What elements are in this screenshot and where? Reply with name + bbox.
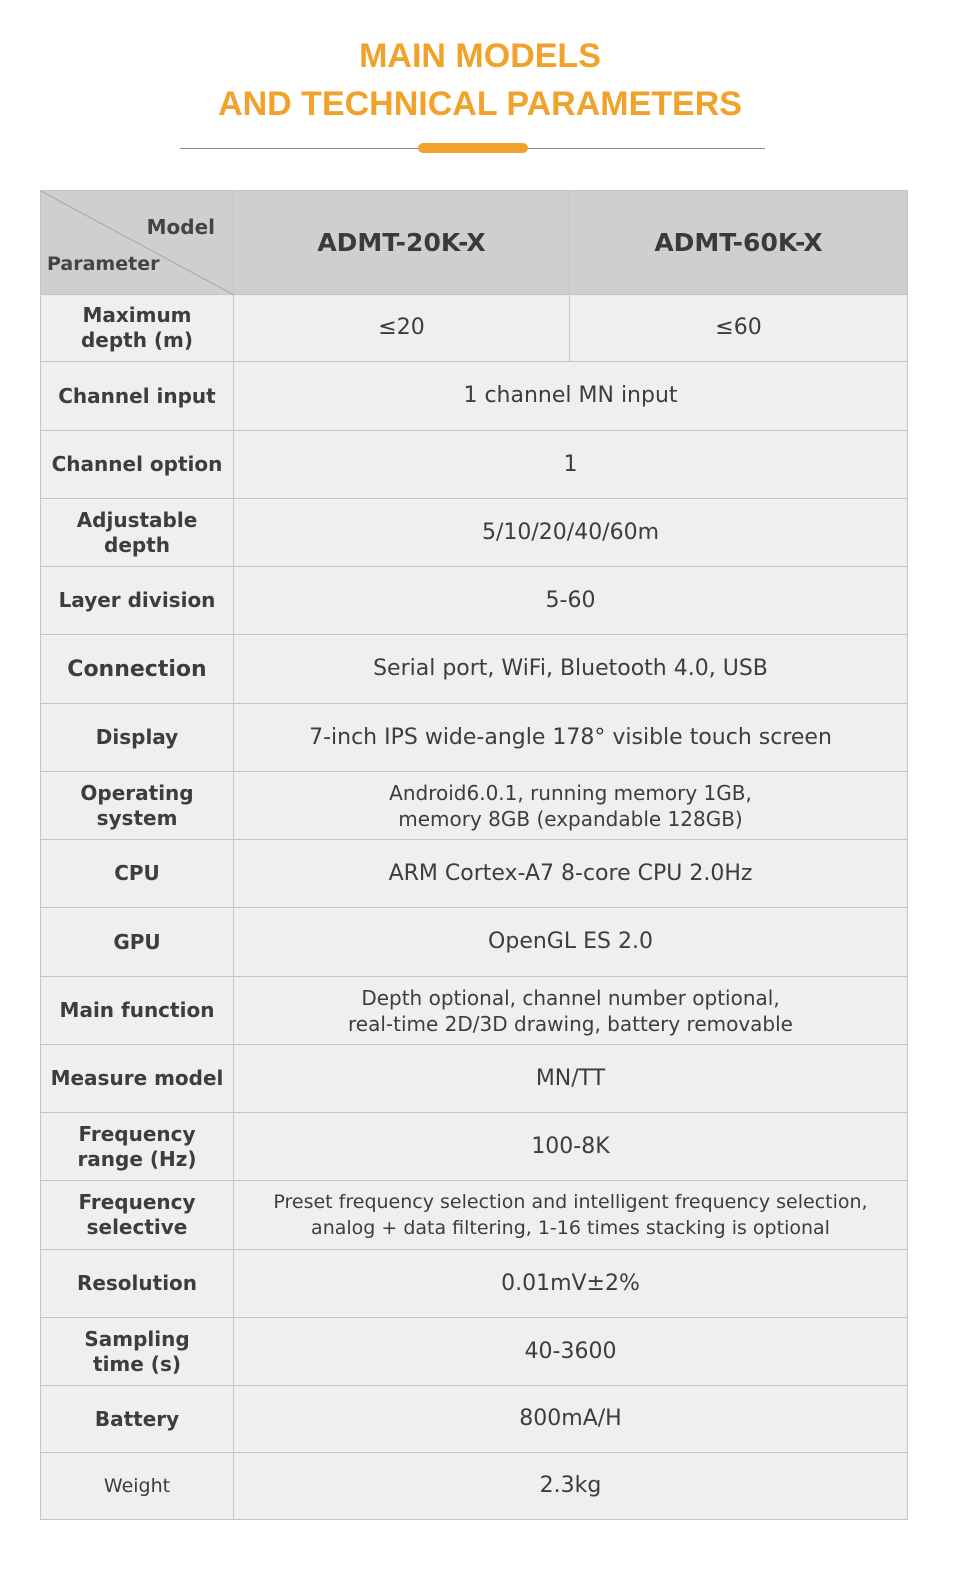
param-label-line: system (96, 805, 178, 830)
param-label: Battery (41, 1386, 234, 1453)
page-title (0, 32, 960, 128)
param-value: 800mA/H (234, 1386, 908, 1453)
param-value: 100-8K (234, 1113, 908, 1181)
table-row (41, 499, 908, 567)
param-value-line: analog + data filtering, 1-16 times stacking is optional (311, 1217, 830, 1239)
param-value: 40-3600 (234, 1318, 908, 1386)
table-row (41, 295, 908, 362)
table-row (41, 977, 908, 1045)
param-label (41, 1181, 234, 1250)
param-value-line: memory 8GB (expandable 128GB) (398, 806, 743, 831)
table-row (41, 1318, 908, 1386)
param-label: Resolution (41, 1250, 234, 1318)
table-row (41, 704, 908, 772)
param-value: 1 (234, 431, 908, 499)
table-row (41, 908, 908, 977)
param-label: Maximum depth (m) (41, 295, 234, 362)
table-row (41, 362, 908, 431)
model-header-60k: ADMT-60K-X (570, 191, 908, 295)
param-value-line: Depth optional, channel number optional, (361, 985, 780, 1010)
corner-header-cell (41, 191, 234, 295)
param-label: Layer division (41, 567, 234, 635)
param-label-line: selective (86, 1215, 188, 1239)
param-label-line: range (Hz) (77, 1146, 197, 1171)
param-value: ≤20 (234, 295, 570, 362)
param-value: 1 channel MN input (234, 362, 908, 431)
param-label-line: Frequency (78, 1190, 196, 1214)
param-value: 0.01mV±2% (234, 1250, 908, 1318)
table-row (41, 635, 908, 704)
param-value: 5-60 (234, 567, 908, 635)
table-row (41, 567, 908, 635)
param-label: Connection (41, 635, 234, 704)
page-header (0, 0, 960, 190)
corner-model-label: Model (146, 215, 215, 239)
param-value: ≤60 (570, 295, 908, 362)
param-value: OpenGL ES 2.0 (234, 908, 908, 977)
title-accent-bar (418, 143, 528, 153)
param-label-line: Sampling (84, 1326, 190, 1351)
param-value (234, 772, 908, 840)
param-label-line: Operating (80, 780, 194, 805)
table-row (41, 431, 908, 499)
param-label: Channel input (41, 362, 234, 431)
spec-table (40, 190, 908, 1520)
table-header-row (41, 191, 908, 295)
param-value-line: real-time 2D/3D drawing, battery removable (348, 1011, 793, 1036)
param-value (234, 977, 908, 1045)
param-value: Serial port, WiFi, Bluetooth 4.0, USB (234, 635, 908, 704)
title-line-2: AND TECHNICAL PARAMETERS (218, 85, 742, 123)
param-label: GPU (41, 908, 234, 977)
param-value: 5/10/20/40/60m (234, 499, 908, 567)
param-value-line: Android6.0.1, running memory 1GB, (389, 780, 752, 805)
param-value: 7-inch IPS wide-angle 178° visible touch screen (234, 704, 908, 772)
param-value-line: Preset frequency selection and intelligent frequency selection, (273, 1191, 868, 1213)
param-value: 2.3kg (234, 1453, 908, 1520)
model-header-20k: ADMT-20K-X (234, 191, 570, 295)
param-label-line: Frequency (78, 1121, 196, 1146)
table-row (41, 1113, 908, 1181)
param-label: Measure model (41, 1045, 234, 1113)
param-label: CPU (41, 840, 234, 908)
table-row (41, 772, 908, 840)
param-value: MN/TT (234, 1045, 908, 1113)
param-label: Main function (41, 977, 234, 1045)
corner-parameter-label: Parameter (47, 253, 160, 275)
param-label (41, 772, 234, 840)
param-label-line: time (s) (93, 1351, 181, 1376)
table-row (41, 1181, 908, 1250)
table-row (41, 1250, 908, 1318)
param-value: ARM Cortex-A7 8-core CPU 2.0Hz (234, 840, 908, 908)
param-value (234, 1181, 908, 1250)
param-label: Adjustable depth (41, 499, 234, 567)
param-label: Weight (41, 1453, 234, 1520)
diagonal-line (41, 191, 234, 295)
table-row (41, 1045, 908, 1113)
table-row (41, 1386, 908, 1453)
param-label: Channel option (41, 431, 234, 499)
table-row (41, 1453, 908, 1520)
param-label (41, 1113, 234, 1181)
param-label: Display (41, 704, 234, 772)
title-line-1: MAIN MODELS (359, 37, 601, 75)
param-label (41, 1318, 234, 1386)
table-row (41, 840, 908, 908)
